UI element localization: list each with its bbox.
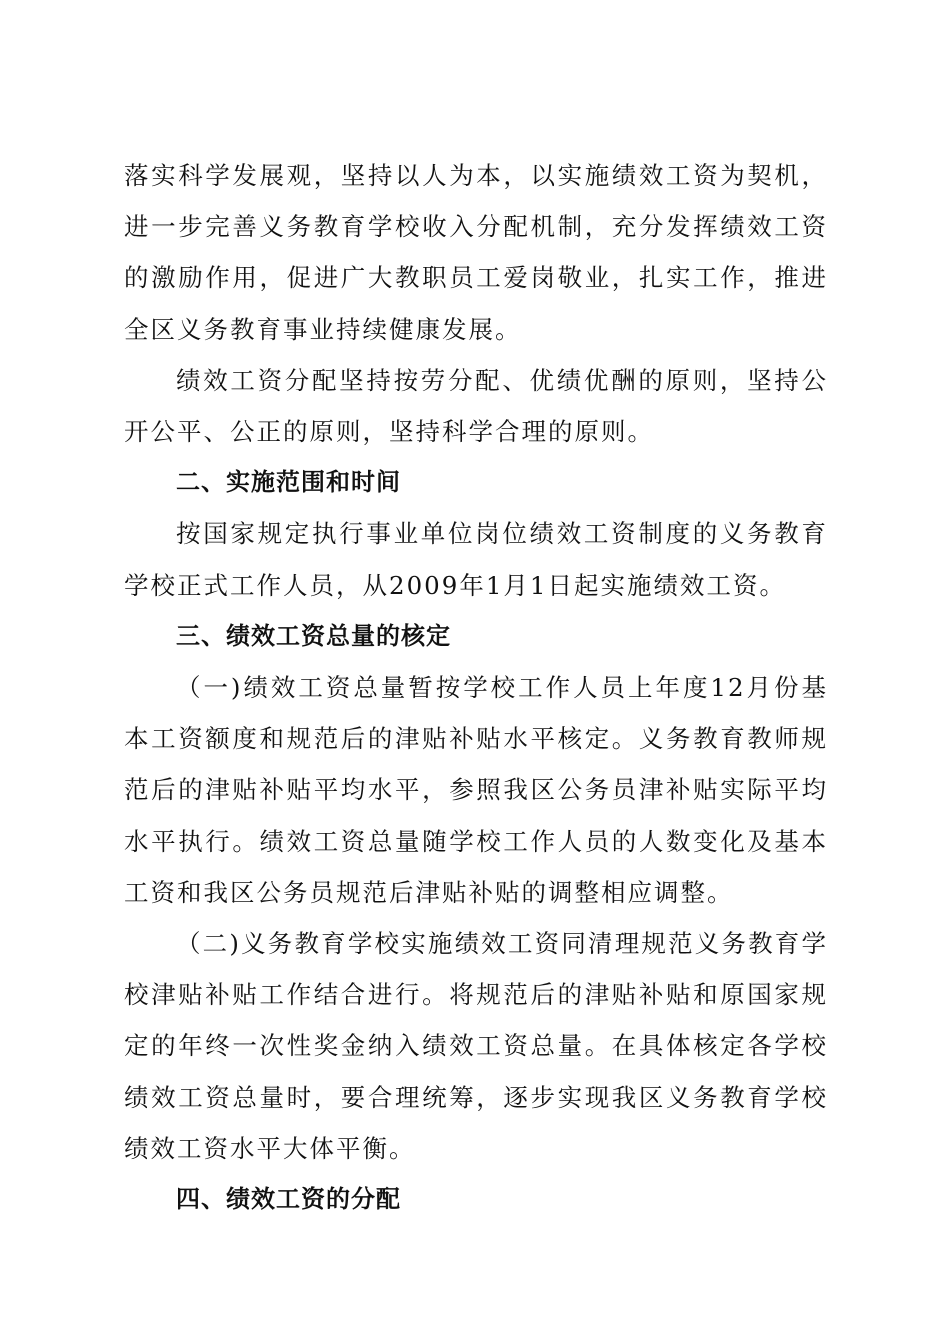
paragraph-guiding-ideology: 落实科学发展观，坚持以人为本，以实施绩效工资为契机，进一步完善义务教育学校收入分配机制，充分发挥绩效工资的激励作用，促进广大教职员工爱岗敬业，扎实工作，推进全区义务教育事业持续健康发展。 xyxy=(124,161,828,344)
paragraph-total-amount-item-2: （二)义务教育学校实施绩效工资同清理规范义务教育学校津贴补贴工作结合进行。将规范后的津贴补贴和原国家规定的年终一次性奖金纳入绩效工资总量。在具体核定各学校绩效工资总量时，要合理统筹，逐步实现我区义务教育学校绩效工资水平大体平衡。 xyxy=(124,929,828,1163)
paragraph-scope: 按国家规定执行事业单位岗位绩效工资制度的义务教育学校正式工作人员，从2009年1月1日起实施绩效工资。 xyxy=(124,519,828,600)
paragraph-principles: 绩效工资分配坚持按劳分配、优绩优酬的原则，坚持公开公平、公正的原则，坚持科学合理的原则。 xyxy=(124,365,828,447)
document-body xyxy=(124,150,828,1225)
heading-scope-and-time: 二、实施范围和时间 xyxy=(176,468,401,497)
heading-distribution: 四、绩效工资的分配 xyxy=(176,1185,401,1214)
paragraph-total-amount-item-1: （一)绩效工资总量暂按学校工作人员上年度12月份基本工资额度和规范后的津贴补贴水平核定。义务教育教师规范后的津贴补贴平均水平，参照我区公务员津补贴实际平均水平执行。绩效工资总量随学校工作人员的人数变化及基本工资和我区公务员规范后津贴补贴的调整相应调整。 xyxy=(124,673,828,907)
heading-total-amount: 三、绩效工资总量的核定 xyxy=(176,621,451,650)
